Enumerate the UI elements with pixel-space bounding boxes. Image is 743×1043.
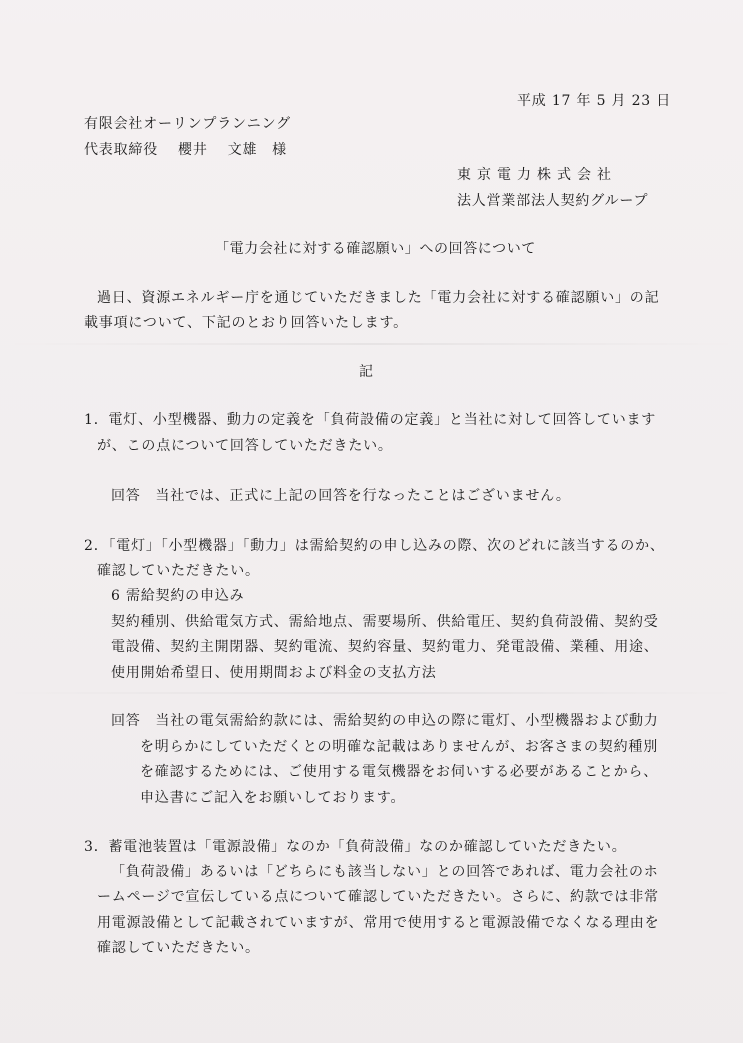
- item-2-answer-line-2: を明らかにしていただくとの明確な記載はありませんが、お客さまの契約種別: [140, 739, 658, 755]
- item-1-answer-line-1: 回答 当社では、正式に上記の回答を行なったことはございません。: [111, 488, 571, 504]
- page-title: 「電力会社に対する確認願い」への回答について: [215, 241, 536, 257]
- sender-department: 法人営業部法人契約グループ: [457, 193, 649, 209]
- item-2-sub-line-2: 電設備、契約主開閉器、契約電流、契約容量、契約電力、発電設備、業種、用途、: [111, 639, 659, 655]
- intro-line-1: 過日、資源エネルギー庁を通じていただきました「電力会社に対する確認願い」の記: [97, 290, 660, 306]
- item-2-sub-line-3: 使用開始希望日、使用期間および料金の支払方法: [111, 665, 437, 681]
- item-2-answer-line-3: を確認するためには、ご使用する電気機器をお伺いする必要があることから、: [140, 764, 658, 780]
- item-3-question-line-4: 用電源設備として記載されていますが、常用で使用すると電源設備でなくなる理由を: [97, 915, 660, 931]
- document-date: 平成 17 年 5 月 23 日: [517, 93, 672, 109]
- item-3-question-line-5: 確認していただきたい。: [97, 940, 260, 956]
- ki-heading: 記: [359, 364, 374, 380]
- item-2-question-line-1: 2．「電灯」「小型機器」「動力」は需給契約の申し込みの際、次のどれに該当するのか、: [84, 538, 665, 554]
- item-2-question-line-2: 確認していただきたい。: [97, 563, 260, 579]
- intro-line-2: 載事項について、下記のとおり回答いたします。: [84, 315, 408, 331]
- paper-fold-line: [0, 692, 743, 694]
- item-3-question-line-3: ームページで宣伝している点について確認していただきたい。さらに、約款では非常: [97, 889, 659, 905]
- item-2-sub-line-1: 契約種別、供給電気方式、需給地点、需要場所、供給電圧、契約負荷設備、契約受: [111, 614, 659, 630]
- recipient-company: 有限会社オーリンプランニング: [84, 116, 291, 132]
- item-3-question-line-1: 3．蓄電池装置は「電源設備」なのか「負荷設備」なのか確認していただきたい。: [84, 839, 627, 855]
- item-2-answer-line-4: 申込書にご記入をお願いしております。: [140, 790, 406, 806]
- item-1-question-line-2: が、この点について回答していただきたい。: [97, 438, 393, 454]
- recipient-person: 代表取締役 櫻井 文雄 様: [84, 142, 287, 158]
- item-2-subheading: 6 需給契約の申込み: [111, 588, 245, 604]
- sender-company: 東京電力株式会社: [457, 167, 617, 183]
- paper-fold-line: [0, 343, 743, 345]
- item-1-question-line-1: 1．電灯、小型機器、動力の定義を「負荷設備の定義」と当社に対して回答しています: [84, 412, 657, 428]
- item-3-question-line-2: 「負荷設備」あるいは「どちらにも該当しない」との回答であれば、電力会社のホ: [111, 864, 659, 880]
- item-2-answer-line-1: 回答 当社の電気需給約款には、需給契約の申込の際に電灯、小型機器および動力: [111, 713, 659, 729]
